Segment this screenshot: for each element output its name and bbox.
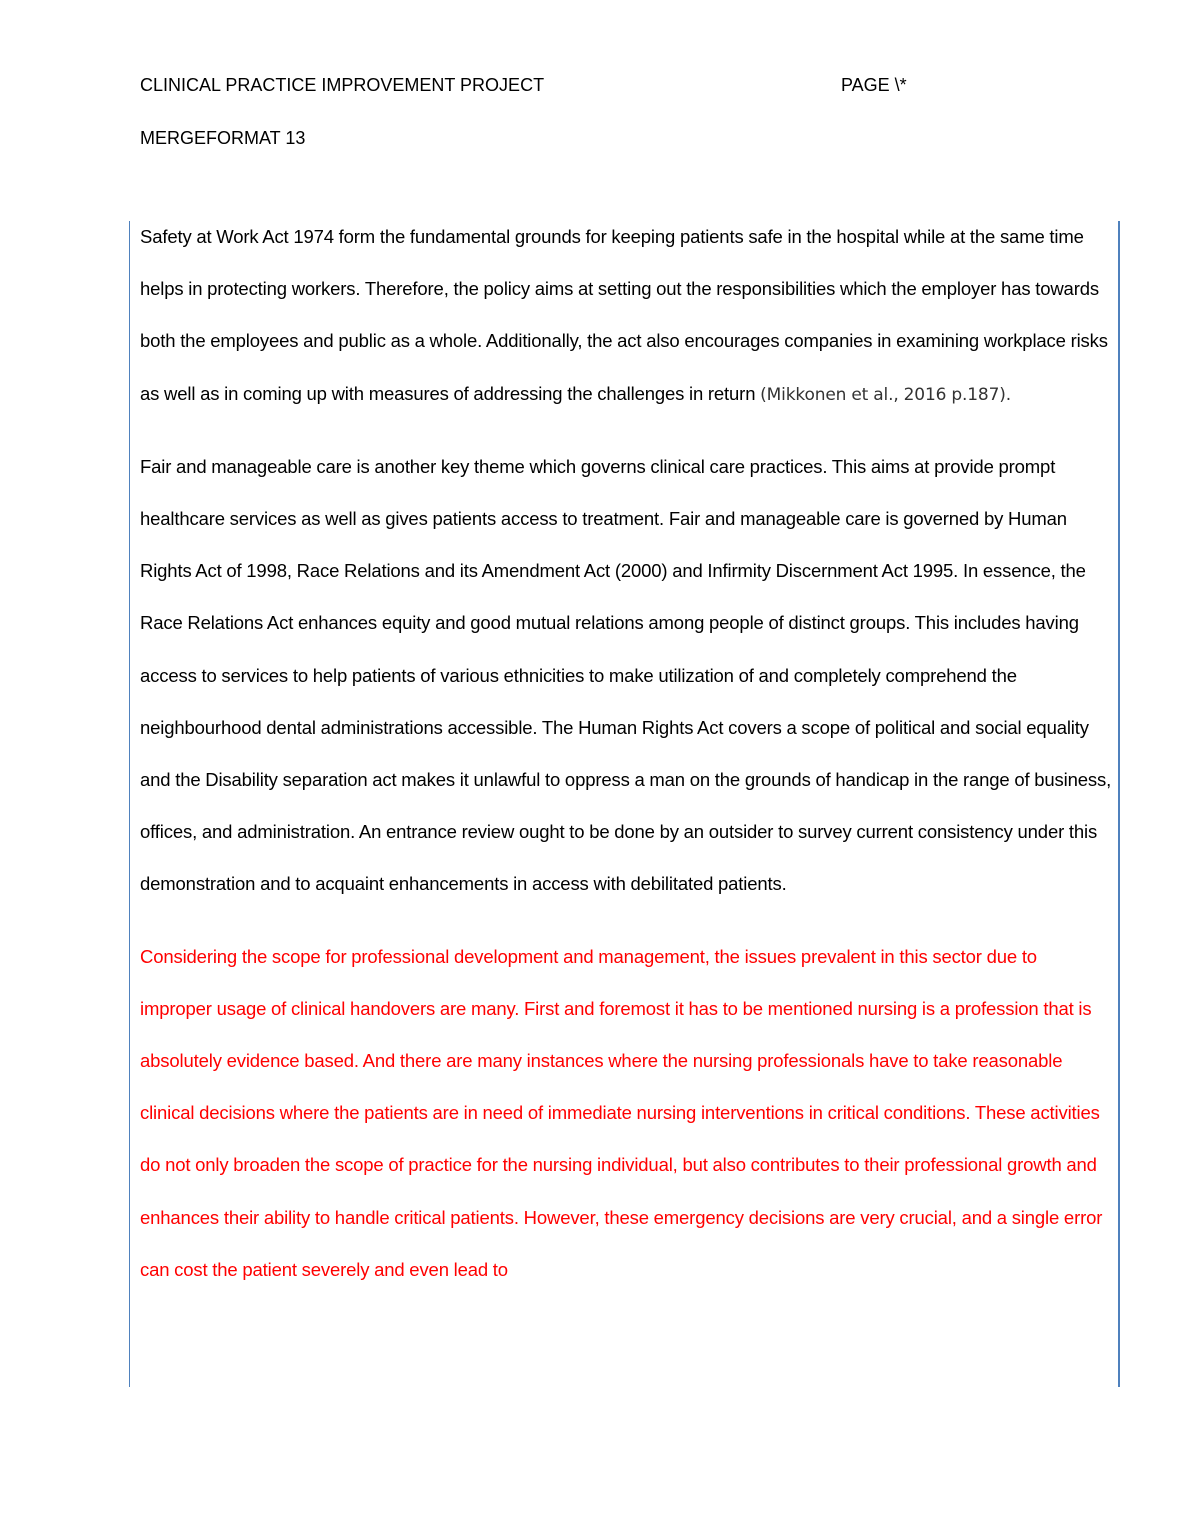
citation: (Mikkonen et al., 2016 p.187).: [760, 384, 1011, 405]
page-number-field-continued: MERGEFORMAT 13: [140, 128, 306, 148]
document-body: [140, 211, 1112, 1316]
page-number-field: PAGE \*: [841, 75, 907, 95]
paragraph-professional-development: Considering the scope for professional development and management, the issues prevalent in this sector due to improper usage of clinical handovers are many. First and foremost it has to be mentioned nursing is a profession that is absolutely evidence based. And there are many instances where the nursing professionals have to take reasonable clinical decisions where the patients are in need of immediate nursing interventions in critical conditions. These activities do not only broaden the scope of practice for the nursing individual, but also contributes to their professional growth and enhances their ability to handle critical patients. However, these emergency decisions are very crucial, and a single error can cost the patient severely and even lead to: [140, 945, 1103, 1280]
running-head-title: CLINICAL PRACTICE IMPROVEMENT PROJECT: [140, 75, 545, 95]
left-change-bar: [129, 221, 130, 1387]
right-change-bar: [1118, 221, 1120, 1387]
paragraph-safety-at-work: [140, 211, 1112, 421]
paragraph-text: Safety at Work Act 1974 form the fundamental grounds for keeping patients safe in the hospital while at the same time helps in protecting workers. Therefore, the policy aims at setting out the responsibilities which the employer has towards both the employees and public as a whole. Additionally, the act also encourages companies in examining workplace risks as well as in coming up with measures of addressing the challenges in return: [140, 226, 1108, 404]
paragraph-fair-care: Fair and manageable care is another key theme which governs clinical care practices. This aims at provide prompt healthcare services as well as gives patients access to treatment. Fair and manageable care is governed by Human Rights Act of 1998, Race Relations and its Amendment Act (2000) and Infirmity Discernment Act 1995. In essence, the Race Relations Act enhances equity and good mutual relations among people of distinct groups. This includes having access to services to help patients of various ethnicities to make utilization of and completely comprehend the neighbourhood dental administrations accessible. The Human Rights Act covers a scope of political and social equality and the Disability separation act makes it unlawful to oppress a man on the grounds of handicap in the range of business, offices, and administration. An entrance review ought to be done by an outsider to survey current consistency under this demonstration and to acquaint enhancements in access with debilitated patients.: [140, 455, 1112, 895]
